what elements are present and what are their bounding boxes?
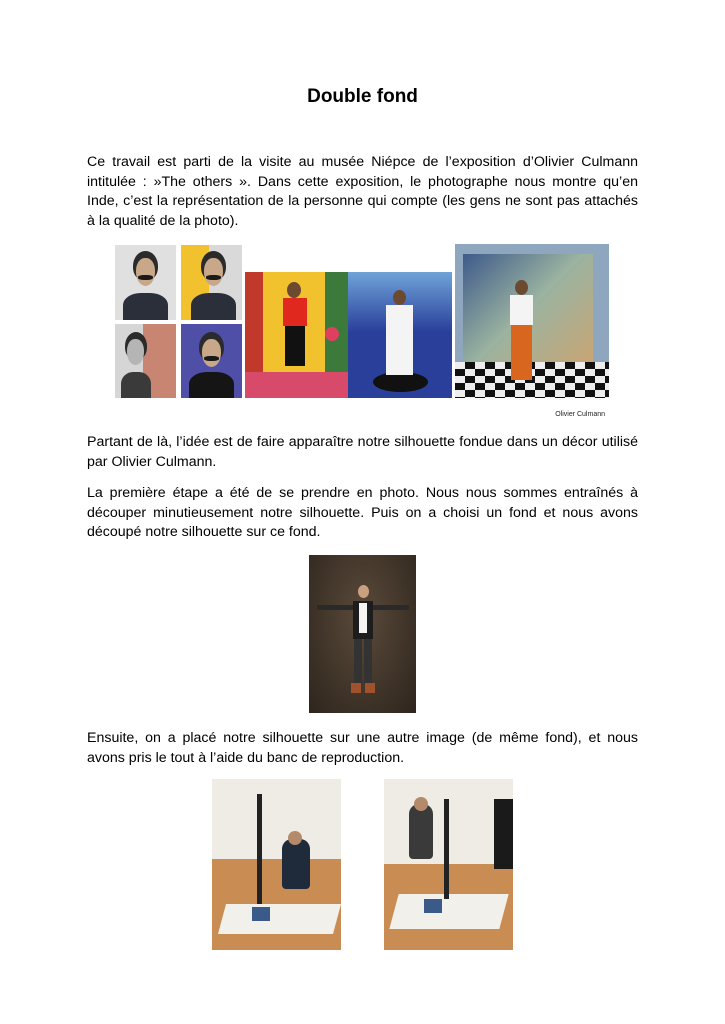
- portrait-1: [115, 245, 176, 320]
- portrait-3: [115, 324, 176, 398]
- culmann-dancer-photo: [245, 272, 348, 398]
- portrait-2: [181, 245, 242, 320]
- step2-paragraph: Ensuite, on a placé notre silhouette sur une autre image (de même fond), et nous avons pris le tout à l’aide du banc de reproduction.: [87, 730, 638, 766]
- page-title: Double fond: [307, 86, 418, 107]
- image-caption: Olivier Culmann: [555, 411, 605, 418]
- idea-paragraph: Partant de là, l’idée est de faire apparaître notre silhouette fondue dans un décor utilisé par Olivier Culmann.: [87, 434, 638, 470]
- culmann-portrait-grid: [115, 245, 242, 398]
- culmann-white-suit-photo: [348, 272, 452, 398]
- silhouette-photo: [309, 555, 416, 713]
- step1-paragraph: La première étape a été de se prendre en photo. Nous nous sommes entraînés à découper minutieusement notre silhouette. Puis on a choisi un fond et nous avons découpé notre silhouette sur ce fond.: [87, 485, 638, 540]
- repro-stand-photo-2: [384, 779, 513, 950]
- intro-paragraph: Ce travail est parti de la visite au musée Niépce de l’exposition d’Olivier Culmann intitulée : »The others ». Dans cette exposition, le photographe nous montre qu’en Inde, c’est la représentation de la personne qui compte (les gens ne sont pas attachés à la qualité de la photo).: [87, 154, 638, 229]
- portrait-4: [181, 324, 242, 398]
- culmann-checkered-photo: [455, 244, 609, 398]
- repro-stand-photo-1: [212, 779, 341, 950]
